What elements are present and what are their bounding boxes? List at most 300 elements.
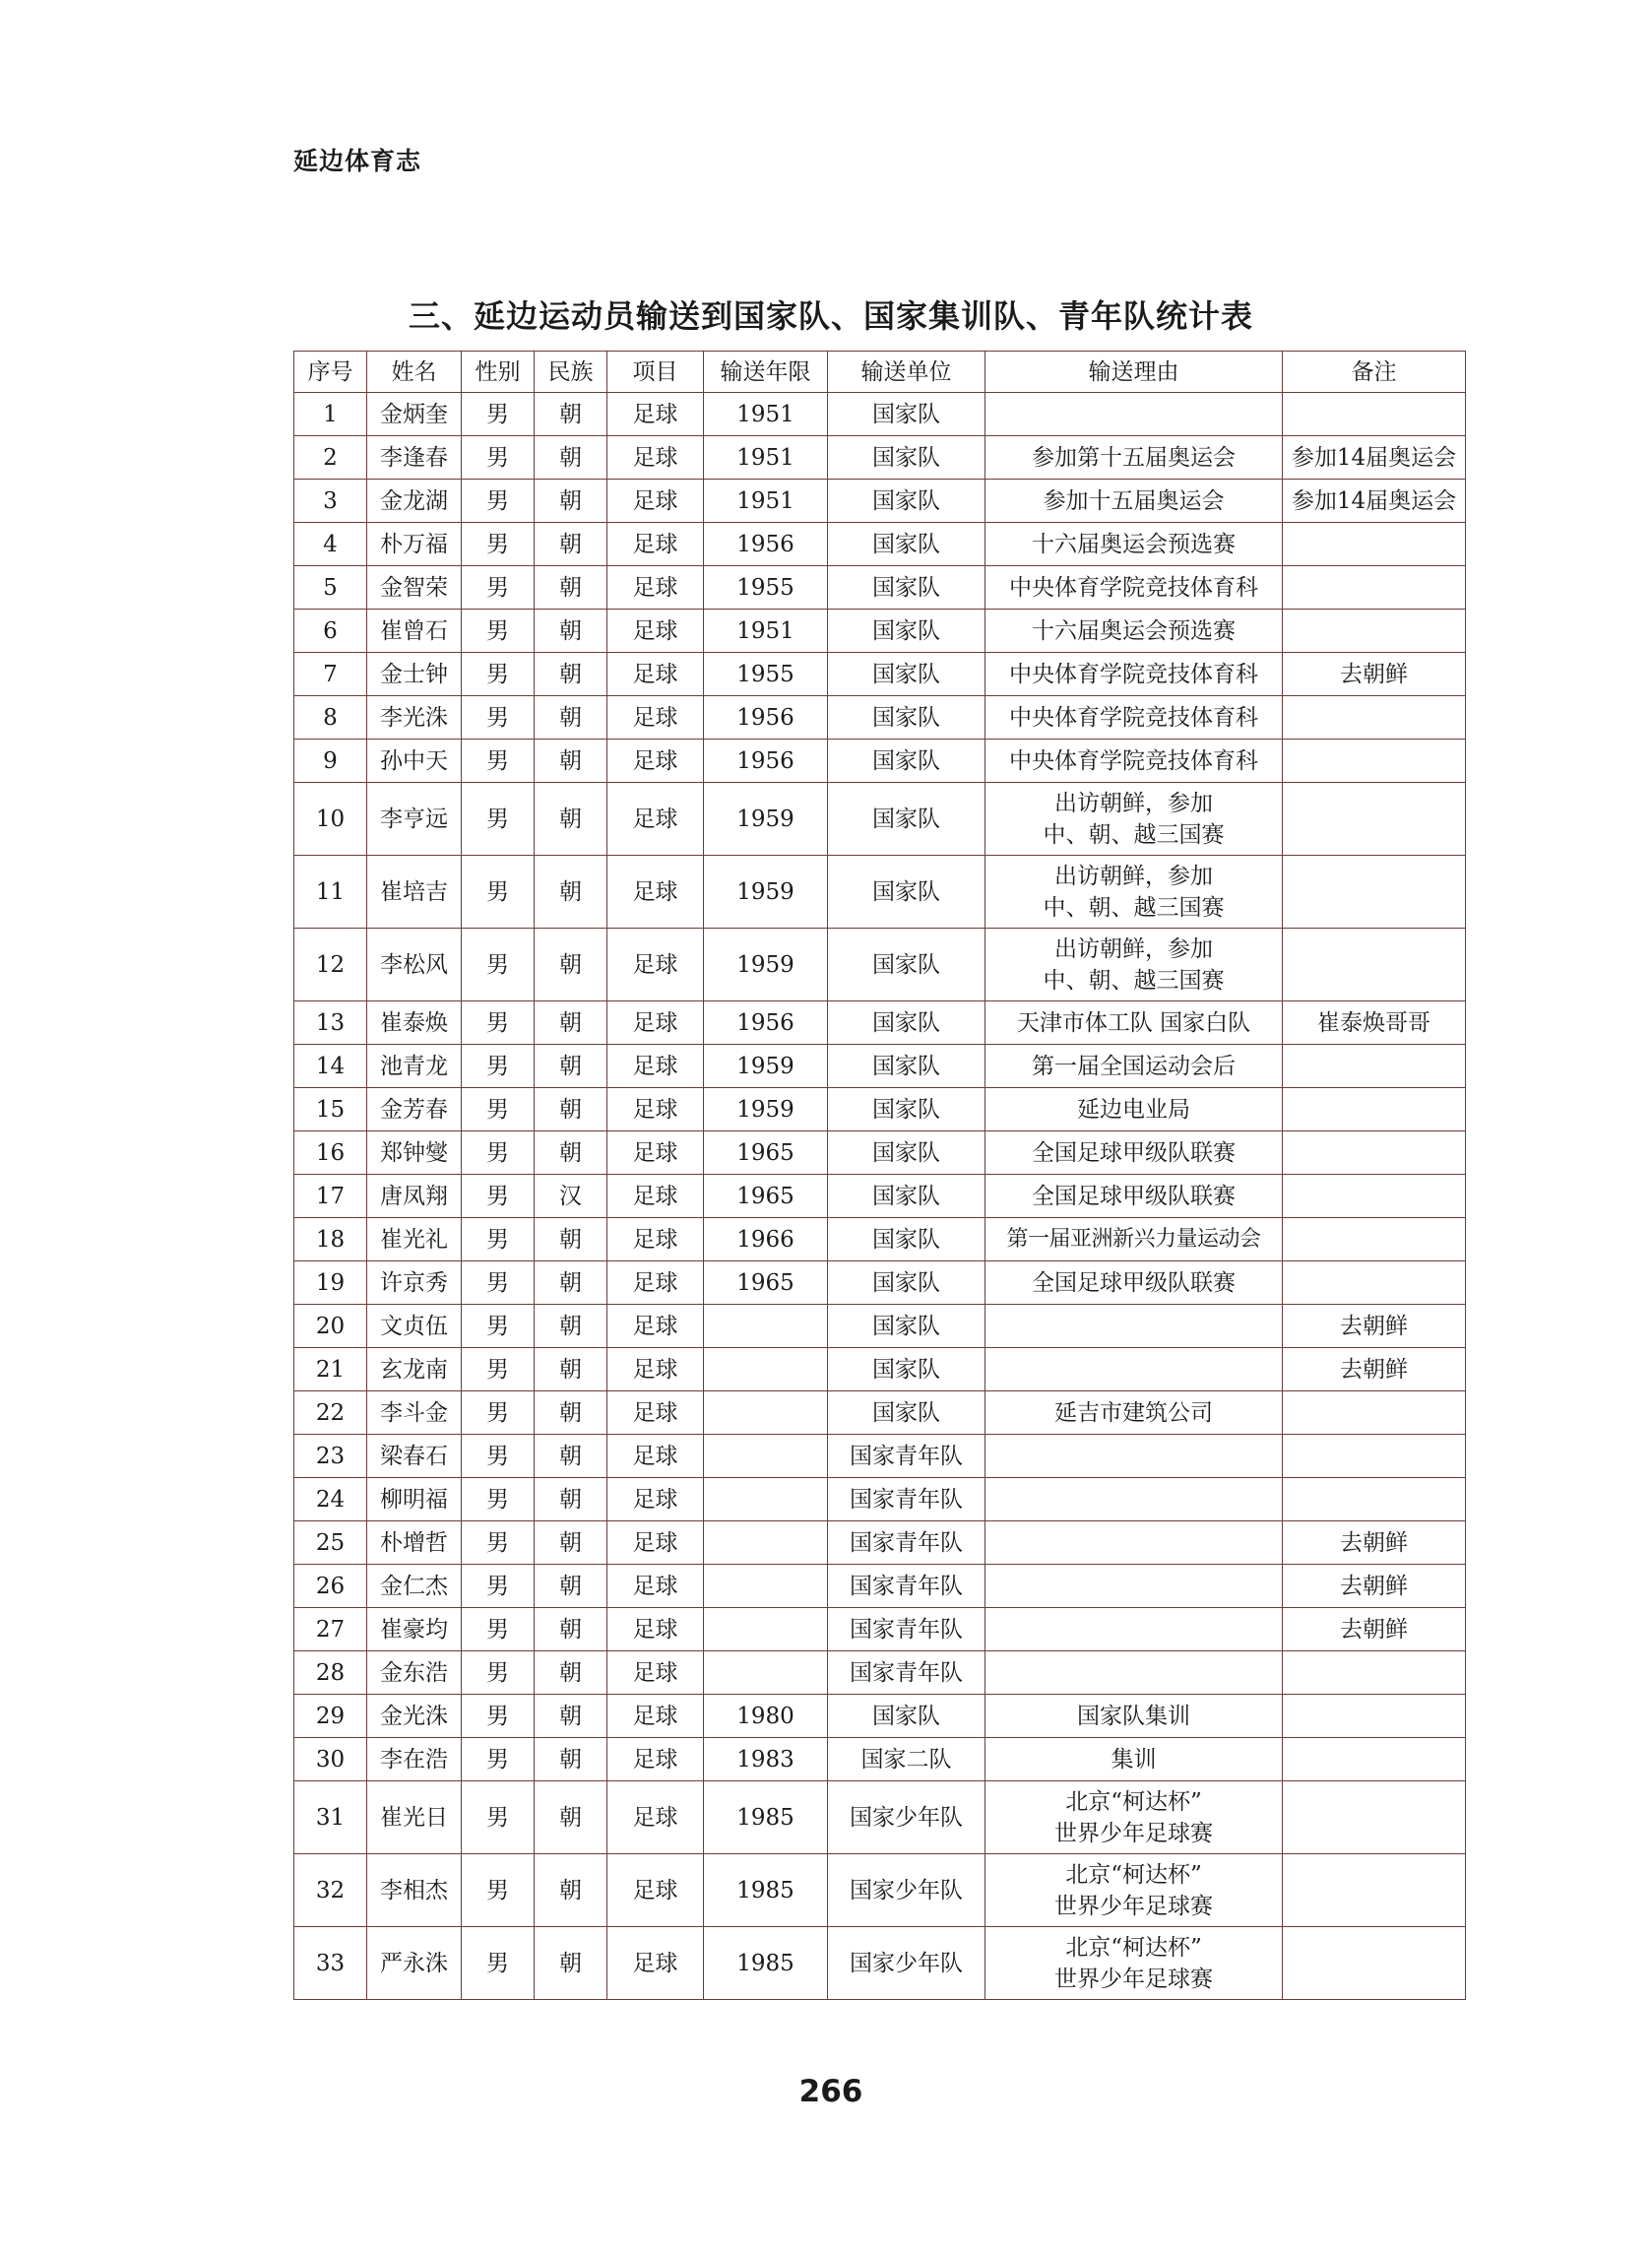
cell-sport: 足球 (607, 929, 704, 1001)
cell-sport: 足球 (607, 740, 704, 783)
cell-reason (985, 1478, 1283, 1521)
cell-ethnicity: 朝 (535, 1218, 607, 1261)
cell-unit: 国家青年队 (828, 1521, 985, 1565)
cell-name: 金东浩 (367, 1651, 462, 1695)
cell-ethnicity: 朝 (535, 653, 607, 696)
cell-index: 20 (294, 1305, 367, 1348)
cell-reason: 第一届全国运动会后 (985, 1045, 1283, 1088)
table-row (294, 783, 1466, 856)
cell-ethnicity: 朝 (535, 929, 607, 1001)
cell-year: 1959 (704, 929, 828, 1001)
cell-year: 1955 (704, 566, 828, 610)
cell-remarks (1283, 929, 1466, 1001)
cell-name: 崔光日 (367, 1781, 462, 1854)
cell-sport: 足球 (607, 566, 704, 610)
cell-remarks: 去朝鲜 (1283, 1521, 1466, 1565)
cell-sport: 足球 (607, 653, 704, 696)
cell-ethnicity: 朝 (535, 1738, 607, 1781)
cell-name: 唐凤翔 (367, 1175, 462, 1218)
cell-name: 崔培吉 (367, 856, 462, 929)
cell-year: 1959 (704, 1088, 828, 1131)
cell-reason (985, 393, 1283, 436)
cell-gender: 男 (462, 696, 535, 740)
cell-reason: 中央体育学院竞技体育科 (985, 740, 1283, 783)
cell-unit: 国家二队 (828, 1738, 985, 1781)
cell-ethnicity: 朝 (535, 1435, 607, 1478)
table-row (294, 1608, 1466, 1651)
statistics-table (293, 351, 1466, 2000)
cell-sport: 足球 (607, 1521, 704, 1565)
cell-reason: 延吉市建筑公司 (985, 1391, 1283, 1435)
cell-unit: 国家少年队 (828, 1781, 985, 1854)
cell-unit: 国家青年队 (828, 1435, 985, 1478)
table-row (294, 1175, 1466, 1218)
table-row (294, 653, 1466, 696)
cell-ethnicity: 朝 (535, 610, 607, 653)
cell-reason: 北京“柯达杯” 世界少年足球赛 (985, 1781, 1283, 1854)
cell-index: 12 (294, 929, 367, 1001)
cell-index: 32 (294, 1854, 367, 1927)
cell-unit: 国家队 (828, 653, 985, 696)
cell-year: 1956 (704, 740, 828, 783)
cell-unit: 国家队 (828, 1131, 985, 1175)
cell-remarks (1283, 1045, 1466, 1088)
cell-reason: 参加十五届奥运会 (985, 480, 1283, 523)
cell-gender: 男 (462, 1695, 535, 1738)
cell-name: 严永洙 (367, 1927, 462, 2000)
cell-index: 8 (294, 696, 367, 740)
cell-gender: 男 (462, 740, 535, 783)
column-header: 民族 (535, 352, 607, 393)
cell-unit: 国家青年队 (828, 1478, 985, 1521)
cell-ethnicity: 朝 (535, 1001, 607, 1045)
table-row (294, 1478, 1466, 1521)
cell-sport: 足球 (607, 1854, 704, 1927)
cell-name: 玄龙南 (367, 1348, 462, 1391)
cell-remarks (1283, 610, 1466, 653)
cell-ethnicity: 朝 (535, 1261, 607, 1305)
cell-year (704, 1478, 828, 1521)
cell-year: 1951 (704, 393, 828, 436)
table-row (294, 1651, 1466, 1695)
cell-gender: 男 (462, 1131, 535, 1175)
cell-sport: 足球 (607, 1927, 704, 2000)
cell-remarks (1283, 856, 1466, 929)
cell-unit: 国家队 (828, 1261, 985, 1305)
cell-unit: 国家队 (828, 1305, 985, 1348)
cell-sport: 足球 (607, 1435, 704, 1478)
cell-name: 李松风 (367, 929, 462, 1001)
cell-unit: 国家队 (828, 1001, 985, 1045)
cell-sport: 足球 (607, 1175, 704, 1218)
cell-reason (985, 1521, 1283, 1565)
cell-ethnicity: 朝 (535, 480, 607, 523)
cell-index: 16 (294, 1131, 367, 1175)
cell-sport: 足球 (607, 1348, 704, 1391)
cell-sport: 足球 (607, 1391, 704, 1435)
cell-index: 7 (294, 653, 367, 696)
cell-remarks (1283, 1435, 1466, 1478)
cell-gender: 男 (462, 929, 535, 1001)
cell-sport: 足球 (607, 1218, 704, 1261)
cell-remarks (1283, 1927, 1466, 2000)
page-number: 266 (798, 2074, 863, 2109)
cell-year: 1983 (704, 1738, 828, 1781)
cell-reason: 全国足球甲级队联赛 (985, 1175, 1283, 1218)
cell-gender: 男 (462, 783, 535, 856)
cell-gender: 男 (462, 566, 535, 610)
cell-name: 金炳奎 (367, 393, 462, 436)
table-row (294, 1391, 1466, 1435)
cell-reason: 北京“柯达杯” 世界少年足球赛 (985, 1854, 1283, 1927)
table-row (294, 1218, 1466, 1261)
cell-sport: 足球 (607, 1261, 704, 1305)
cell-remarks (1283, 566, 1466, 610)
cell-gender: 男 (462, 436, 535, 480)
table-row (294, 1088, 1466, 1131)
cell-ethnicity: 朝 (535, 1348, 607, 1391)
cell-unit: 国家少年队 (828, 1854, 985, 1927)
cell-unit: 国家少年队 (828, 1927, 985, 2000)
cell-remarks: 去朝鲜 (1283, 1305, 1466, 1348)
cell-index: 24 (294, 1478, 367, 1521)
cell-remarks (1283, 393, 1466, 436)
cell-unit: 国家队 (828, 696, 985, 740)
cell-name: 郑钟燮 (367, 1131, 462, 1175)
table-header-row (294, 352, 1466, 393)
cell-year: 1959 (704, 783, 828, 856)
cell-unit: 国家队 (828, 393, 985, 436)
cell-sport: 足球 (607, 523, 704, 566)
cell-unit: 国家队 (828, 1391, 985, 1435)
table-title: 三、延边运动员输送到国家队、国家集训队、青年队统计表 (408, 297, 1253, 335)
cell-year: 1985 (704, 1927, 828, 2000)
cell-reason: 十六届奥运会预选赛 (985, 523, 1283, 566)
cell-reason (985, 1651, 1283, 1695)
cell-year (704, 1305, 828, 1348)
cell-sport: 足球 (607, 1738, 704, 1781)
cell-index: 19 (294, 1261, 367, 1305)
cell-name: 金光洙 (367, 1695, 462, 1738)
cell-index: 23 (294, 1435, 367, 1478)
cell-reason: 天津市体工队 国家白队 (985, 1001, 1283, 1045)
cell-ethnicity: 朝 (535, 436, 607, 480)
cell-index: 21 (294, 1348, 367, 1391)
cell-sport: 足球 (607, 480, 704, 523)
cell-ethnicity: 朝 (535, 1305, 607, 1348)
cell-reason (985, 1608, 1283, 1651)
cell-sport: 足球 (607, 1045, 704, 1088)
cell-unit: 国家队 (828, 1695, 985, 1738)
table-row (294, 856, 1466, 929)
cell-gender: 男 (462, 1348, 535, 1391)
cell-name: 崔光礼 (367, 1218, 462, 1261)
column-header: 序号 (294, 352, 367, 393)
cell-name: 李亨远 (367, 783, 462, 856)
cell-remarks (1283, 1218, 1466, 1261)
cell-reason: 中央体育学院竞技体育科 (985, 566, 1283, 610)
cell-unit: 国家青年队 (828, 1565, 985, 1608)
table-row (294, 1001, 1466, 1045)
cell-name: 金龙湖 (367, 480, 462, 523)
cell-year: 1980 (704, 1695, 828, 1738)
cell-remarks (1283, 1175, 1466, 1218)
cell-year (704, 1608, 828, 1651)
cell-unit: 国家青年队 (828, 1651, 985, 1695)
cell-remarks: 去朝鲜 (1283, 1348, 1466, 1391)
cell-reason: 中央体育学院竞技体育科 (985, 696, 1283, 740)
cell-sport: 足球 (607, 1695, 704, 1738)
cell-gender: 男 (462, 393, 535, 436)
cell-reason: 参加第十五届奥运会 (985, 436, 1283, 480)
table-row (294, 566, 1466, 610)
cell-index: 29 (294, 1695, 367, 1738)
cell-year (704, 1521, 828, 1565)
cell-index: 14 (294, 1045, 367, 1088)
cell-reason: 第一届亚洲新兴力量运动会 (985, 1218, 1283, 1261)
cell-year: 1966 (704, 1218, 828, 1261)
table-row (294, 1521, 1466, 1565)
cell-name: 孙中天 (367, 740, 462, 783)
cell-name: 池青龙 (367, 1045, 462, 1088)
cell-reason: 出访朝鲜，参加 中、朝、越三国赛 (985, 783, 1283, 856)
running-head: 延边体育志 (293, 147, 422, 175)
column-header: 姓名 (367, 352, 462, 393)
cell-sport: 足球 (607, 610, 704, 653)
cell-year: 1956 (704, 696, 828, 740)
cell-gender: 男 (462, 856, 535, 929)
column-header: 性别 (462, 352, 535, 393)
cell-gender: 男 (462, 1175, 535, 1218)
cell-reason: 集训 (985, 1738, 1283, 1781)
cell-name: 柳明福 (367, 1478, 462, 1521)
cell-index: 10 (294, 783, 367, 856)
cell-remarks (1283, 783, 1466, 856)
cell-name: 金芳春 (367, 1088, 462, 1131)
cell-unit: 国家青年队 (828, 1608, 985, 1651)
cell-index: 33 (294, 1927, 367, 2000)
column-header: 输送单位 (828, 352, 985, 393)
cell-ethnicity: 朝 (535, 1781, 607, 1854)
cell-unit: 国家队 (828, 1175, 985, 1218)
cell-ethnicity: 朝 (535, 1131, 607, 1175)
cell-ethnicity: 朝 (535, 1391, 607, 1435)
cell-ethnicity: 汉 (535, 1175, 607, 1218)
cell-year (704, 1435, 828, 1478)
cell-gender: 男 (462, 523, 535, 566)
cell-index: 6 (294, 610, 367, 653)
cell-index: 15 (294, 1088, 367, 1131)
cell-remarks (1283, 1131, 1466, 1175)
cell-index: 25 (294, 1521, 367, 1565)
table-row (294, 1927, 1466, 2000)
table-row (294, 1565, 1466, 1608)
cell-gender: 男 (462, 1001, 535, 1045)
table-row (294, 1854, 1466, 1927)
cell-gender: 男 (462, 1927, 535, 2000)
cell-gender: 男 (462, 1045, 535, 1088)
cell-gender: 男 (462, 1305, 535, 1348)
cell-name: 朴增哲 (367, 1521, 462, 1565)
cell-remarks (1283, 1088, 1466, 1131)
table-row (294, 1348, 1466, 1391)
column-header: 备注 (1283, 352, 1466, 393)
cell-remarks (1283, 696, 1466, 740)
cell-reason (985, 1565, 1283, 1608)
cell-gender: 男 (462, 1565, 535, 1608)
cell-name: 金仁杰 (367, 1565, 462, 1608)
cell-reason: 延边电业局 (985, 1088, 1283, 1131)
cell-unit: 国家队 (828, 480, 985, 523)
cell-year (704, 1651, 828, 1695)
cell-name: 许京秀 (367, 1261, 462, 1305)
cell-remarks (1283, 1738, 1466, 1781)
cell-ethnicity: 朝 (535, 783, 607, 856)
table-body (294, 393, 1466, 2000)
cell-gender: 男 (462, 610, 535, 653)
table-row (294, 1305, 1466, 1348)
cell-name: 金智荣 (367, 566, 462, 610)
cell-reason: 中央体育学院竞技体育科 (985, 653, 1283, 696)
cell-sport: 足球 (607, 696, 704, 740)
cell-ethnicity: 朝 (535, 1854, 607, 1927)
cell-ethnicity: 朝 (535, 1695, 607, 1738)
table-row (294, 1131, 1466, 1175)
cell-gender: 男 (462, 1088, 535, 1131)
cell-remarks: 去朝鲜 (1283, 1608, 1466, 1651)
cell-year: 1951 (704, 480, 828, 523)
cell-ethnicity: 朝 (535, 566, 607, 610)
cell-unit: 国家队 (828, 856, 985, 929)
cell-gender: 男 (462, 1651, 535, 1695)
cell-unit: 国家队 (828, 1218, 985, 1261)
cell-name: 崔豪均 (367, 1608, 462, 1651)
cell-remarks: 去朝鲜 (1283, 653, 1466, 696)
cell-name: 李光洙 (367, 696, 462, 740)
cell-ethnicity: 朝 (535, 1608, 607, 1651)
cell-unit: 国家队 (828, 740, 985, 783)
cell-ethnicity: 朝 (535, 740, 607, 783)
cell-gender: 男 (462, 1478, 535, 1521)
cell-year: 1955 (704, 653, 828, 696)
cell-gender: 男 (462, 1608, 535, 1651)
cell-index: 17 (294, 1175, 367, 1218)
cell-ethnicity: 朝 (535, 523, 607, 566)
cell-remarks (1283, 1651, 1466, 1695)
cell-sport: 足球 (607, 1001, 704, 1045)
column-header: 输送年限 (704, 352, 828, 393)
cell-year: 1985 (704, 1781, 828, 1854)
cell-year: 1965 (704, 1131, 828, 1175)
cell-index: 22 (294, 1391, 367, 1435)
cell-index: 9 (294, 740, 367, 783)
cell-name: 李在浩 (367, 1738, 462, 1781)
table-row (294, 523, 1466, 566)
table-row (294, 1781, 1466, 1854)
cell-year (704, 1565, 828, 1608)
cell-reason: 出访朝鲜，参加 中、朝、越三国赛 (985, 856, 1283, 929)
cell-remarks (1283, 1854, 1466, 1927)
cell-year (704, 1391, 828, 1435)
cell-name: 李逢春 (367, 436, 462, 480)
cell-name: 崔泰焕 (367, 1001, 462, 1045)
cell-gender: 男 (462, 1218, 535, 1261)
cell-ethnicity: 朝 (535, 1521, 607, 1565)
cell-name: 文贞伍 (367, 1305, 462, 1348)
cell-sport: 足球 (607, 1781, 704, 1854)
table-row (294, 480, 1466, 523)
table-row (294, 610, 1466, 653)
cell-sport: 足球 (607, 1131, 704, 1175)
cell-sport: 足球 (607, 1478, 704, 1521)
table-row (294, 1435, 1466, 1478)
column-header: 项目 (607, 352, 704, 393)
cell-year: 1965 (704, 1175, 828, 1218)
cell-remarks: 参加14届奥运会 (1283, 436, 1466, 480)
cell-unit: 国家队 (828, 929, 985, 1001)
cell-name: 金士钟 (367, 653, 462, 696)
cell-name: 朴万福 (367, 523, 462, 566)
cell-index: 3 (294, 480, 367, 523)
cell-index: 11 (294, 856, 367, 929)
cell-year: 1985 (704, 1854, 828, 1927)
table-row (294, 740, 1466, 783)
cell-year: 1956 (704, 1001, 828, 1045)
cell-unit: 国家队 (828, 1348, 985, 1391)
cell-reason: 出访朝鲜，参加 中、朝、越三国赛 (985, 929, 1283, 1001)
cell-unit: 国家队 (828, 436, 985, 480)
cell-unit: 国家队 (828, 1088, 985, 1131)
cell-index: 31 (294, 1781, 367, 1854)
cell-ethnicity: 朝 (535, 1651, 607, 1695)
cell-ethnicity: 朝 (535, 1478, 607, 1521)
cell-ethnicity: 朝 (535, 1045, 607, 1088)
cell-year: 1951 (704, 436, 828, 480)
cell-reason: 十六届奥运会预选赛 (985, 610, 1283, 653)
table-row (294, 929, 1466, 1001)
cell-remarks: 崔泰焕哥哥 (1283, 1001, 1466, 1045)
cell-remarks: 参加14届奥运会 (1283, 480, 1466, 523)
cell-remarks: 去朝鲜 (1283, 1565, 1466, 1608)
cell-unit: 国家队 (828, 783, 985, 856)
cell-gender: 男 (462, 1854, 535, 1927)
table-row (294, 1695, 1466, 1738)
cell-gender: 男 (462, 1435, 535, 1478)
cell-year: 1965 (704, 1261, 828, 1305)
cell-year: 1959 (704, 856, 828, 929)
cell-sport: 足球 (607, 1305, 704, 1348)
cell-index: 28 (294, 1651, 367, 1695)
cell-reason: 全国足球甲级队联赛 (985, 1131, 1283, 1175)
cell-gender: 男 (462, 1521, 535, 1565)
cell-year: 1951 (704, 610, 828, 653)
cell-reason: 北京“柯达杯” 世界少年足球赛 (985, 1927, 1283, 2000)
cell-year: 1956 (704, 523, 828, 566)
cell-index: 30 (294, 1738, 367, 1781)
table-row (294, 436, 1466, 480)
cell-remarks (1283, 523, 1466, 566)
cell-gender: 男 (462, 480, 535, 523)
cell-index: 5 (294, 566, 367, 610)
column-header: 输送理由 (985, 352, 1283, 393)
cell-name: 崔曾石 (367, 610, 462, 653)
cell-year: 1959 (704, 1045, 828, 1088)
cell-ethnicity: 朝 (535, 1565, 607, 1608)
cell-sport: 足球 (607, 856, 704, 929)
cell-gender: 男 (462, 653, 535, 696)
table-row (294, 1261, 1466, 1305)
cell-remarks (1283, 1695, 1466, 1738)
